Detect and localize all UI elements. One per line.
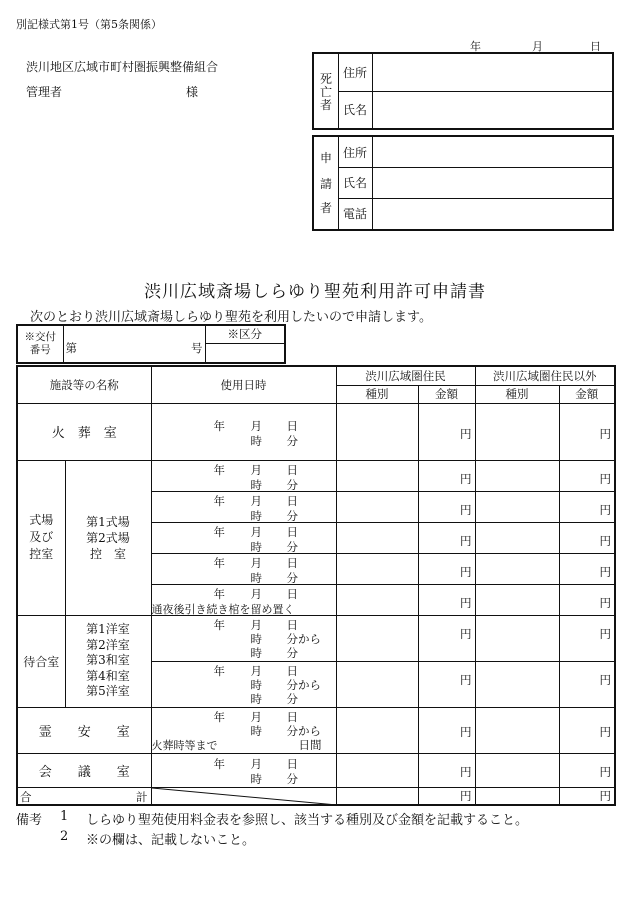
remarks-num-1: 1 (60, 809, 69, 824)
unit-month: 月 (250, 663, 262, 678)
yen-cell: 円 (559, 661, 615, 707)
applicant-phone-row (338, 198, 612, 229)
yen-cell: 円 (559, 491, 615, 522)
type-cell (475, 787, 559, 805)
remarks-num-2: 2 (60, 829, 69, 844)
unit-minute-from: 分から (286, 631, 321, 646)
unit-minute: 分 (286, 570, 298, 585)
applicant-label-2: 請 (319, 177, 332, 191)
unit-year: 年 (213, 419, 225, 433)
yen-cell: 円 (418, 753, 475, 787)
applicant-address-label: 住所 (338, 137, 373, 167)
waiting-room: 第5洋室 (86, 684, 130, 699)
recipient-sama: 様 (186, 85, 199, 99)
applicant-name-row (338, 167, 612, 199)
unit-month: 月 (250, 709, 262, 724)
yen-cell: 円 (418, 661, 475, 707)
unit-day: 日 (286, 586, 298, 601)
type-cell (336, 661, 418, 707)
yen-cell: 円 (418, 553, 475, 584)
yen-cell: 円 (418, 491, 475, 522)
table-row (17, 460, 615, 491)
unit-minute: 分 (286, 508, 298, 523)
type-cell (475, 615, 559, 661)
yen-cell: 円 (559, 553, 615, 584)
total-diagonal-cell (151, 787, 336, 805)
total-label-b: 計 (136, 789, 148, 804)
unit-hour: 時 (250, 645, 262, 660)
overnight-note: 通夜後引き続き棺を留め置く (151, 602, 295, 616)
type-cell (475, 522, 559, 553)
remarks-label: 備考 (16, 813, 43, 828)
unit-year: 年 (213, 586, 225, 601)
header-facility: 施設等の名称 (17, 366, 151, 403)
unit-day: 日 (286, 663, 298, 678)
unit-day: 日 (286, 756, 298, 771)
unit-hour: 時 (250, 539, 262, 554)
issue-dai: 第 (65, 341, 77, 355)
yen-cell: 円 (559, 584, 615, 615)
yen-cell: 円 (559, 615, 615, 661)
ceremony-group-line: 控室 (29, 547, 54, 561)
remarks-text-1: しらゆり聖苑使用料金表を参照し、該当する種別及び金額を記載すること。 (86, 813, 529, 828)
unit-month: 月 (250, 617, 262, 632)
issue-label-line2: 番号 (29, 344, 51, 356)
applicant-address-row (338, 137, 612, 168)
unit-hour: 時 (250, 691, 262, 706)
deceased-address-row (338, 54, 612, 92)
type-cell (475, 753, 559, 787)
waiting-room: 第1洋室 (86, 622, 130, 637)
yen-cell: 円 (418, 584, 475, 615)
table-row (17, 615, 615, 661)
unit-year: 年 (213, 493, 225, 508)
applicant-label-1: 申 (319, 151, 332, 165)
issue-number-cell (63, 325, 205, 363)
facility-ceremony-group (17, 460, 65, 615)
facility-cremation: 火 葬 室 (17, 403, 151, 460)
unit-day: 日 (286, 617, 298, 632)
date-day: 日 (590, 40, 601, 53)
header-date: 使用日時 (151, 366, 336, 403)
type-cell (475, 661, 559, 707)
facility-meeting: 会 議 室 (17, 753, 151, 787)
header-nonresident: 渋川広域圏住民以外 (475, 366, 615, 385)
unit-year: 年 (213, 617, 225, 632)
issue-label-line1: ※交付 (24, 331, 56, 343)
unit-day: 日 (286, 524, 298, 539)
unit-month: 月 (250, 493, 262, 508)
unit-minute-from: 分から (286, 723, 321, 738)
total-label (17, 787, 151, 805)
deceased-name-label: 氏名 (338, 91, 373, 128)
unit-hour: 時 (250, 477, 262, 492)
date-month: 月 (532, 40, 543, 53)
datetime-cell (151, 491, 336, 522)
page-title: 渋川広域斎場しらゆり聖苑利用許可申請書 (144, 282, 486, 302)
datetime-cell (151, 460, 336, 491)
issue-number-table (16, 324, 286, 364)
datetime-cell (151, 615, 336, 661)
unit-hour: 時 (250, 771, 262, 786)
unit-year: 年 (213, 555, 225, 570)
header-amount-resident: 金額 (418, 385, 475, 403)
issue-label (17, 325, 63, 363)
datetime-cell (151, 584, 336, 615)
ceremony-room: 第1式場 (86, 514, 130, 529)
diagonal-line (152, 788, 337, 805)
applicant-label-col (314, 137, 339, 229)
type-cell (336, 491, 418, 522)
yen-cell: 円 (559, 787, 615, 805)
waiting-room: 第3和室 (86, 653, 130, 668)
unit-year: 年 (213, 709, 225, 724)
applicant-name-label: 氏名 (338, 167, 373, 198)
intro-text: 次のとおり渋川広域斎場しらゆり聖苑を利用したいので申請します。 (30, 310, 432, 325)
yen-cell: 円 (559, 707, 615, 753)
facility-waiting-group: 待合室 (17, 615, 65, 707)
ceremony-room: 控 室 (89, 546, 126, 561)
type-cell (475, 460, 559, 491)
datetime-cell (151, 707, 336, 753)
ceremony-group-line: 式場 (29, 513, 54, 527)
header-type-nonresident: 種別 (475, 385, 559, 403)
type-cell (336, 403, 418, 460)
type-cell (336, 460, 418, 491)
deceased-address-label: 住所 (338, 54, 373, 91)
header-amount-nonresident: 金額 (559, 385, 615, 403)
unit-month: 月 (250, 419, 262, 433)
kubun-value (205, 343, 285, 363)
unit-month: 月 (250, 586, 262, 601)
remarks-text-2: ※の欄は、記載しないこと。 (86, 833, 256, 848)
unit-day: 日 (286, 419, 298, 433)
yen-cell: 円 (418, 522, 475, 553)
yen-cell: 円 (418, 787, 475, 805)
usage-table (16, 365, 616, 806)
datetime-cell (151, 522, 336, 553)
datetime-cell (151, 553, 336, 584)
type-cell (336, 787, 418, 805)
unit-hour: 時 (250, 631, 262, 646)
datetime-cell (151, 661, 336, 707)
unit-day: 日 (286, 555, 298, 570)
type-cell (336, 522, 418, 553)
deceased-label-2: 亡 (319, 85, 332, 99)
unit-month: 月 (250, 555, 262, 570)
yen-cell: 円 (418, 615, 475, 661)
table-row (17, 707, 615, 753)
unit-minute: 分 (286, 434, 298, 448)
unit-hour: 時 (250, 570, 262, 585)
yen-cell: 円 (559, 753, 615, 787)
unit-hour: 時 (250, 677, 262, 692)
unit-days: 日間 (298, 737, 322, 752)
facility-waiting-rooms (65, 615, 151, 707)
facility-ceremony-rooms (65, 460, 151, 615)
ceremony-room: 第2式場 (86, 530, 130, 545)
deceased-label-1: 死 (319, 72, 332, 86)
total-label-a: 合 (20, 789, 32, 804)
table-row (17, 753, 615, 787)
issue-go: 号 (191, 341, 203, 355)
type-cell (475, 403, 559, 460)
unit-minute: 分 (286, 539, 298, 554)
recipient-org: 渋川地区広域市町村圏振興整備組合 (26, 60, 219, 74)
deceased-box (312, 52, 614, 130)
type-cell (336, 584, 418, 615)
datetime-cell (151, 403, 336, 460)
unit-minute: 分 (286, 477, 298, 492)
type-cell (475, 491, 559, 522)
type-cell (475, 584, 559, 615)
yen-cell: 円 (418, 460, 475, 491)
unit-month: 月 (250, 756, 262, 771)
yen-cell: 円 (418, 403, 475, 460)
waiting-room: 第4和室 (86, 668, 130, 683)
unit-year: 年 (213, 756, 225, 771)
unit-day: 日 (286, 462, 298, 477)
type-cell (475, 707, 559, 753)
yen-cell: 円 (559, 403, 615, 460)
ceremony-group-line: 及び (29, 530, 54, 544)
yen-cell: 円 (559, 522, 615, 553)
type-cell (336, 615, 418, 661)
form-number: 別記様式第1号（第5条関係） (16, 18, 162, 31)
type-cell (336, 553, 418, 584)
unit-year: 年 (213, 524, 225, 539)
unit-month: 月 (250, 524, 262, 539)
reian-note: 火葬時等まで (151, 738, 218, 752)
type-cell (336, 753, 418, 787)
applicant-label-3: 者 (319, 201, 332, 215)
unit-hour: 時 (250, 723, 262, 738)
applicant-box (312, 135, 614, 231)
header-type-resident: 種別 (336, 385, 418, 403)
header-resident: 渋川広域圏住民 (336, 366, 475, 385)
type-cell (336, 707, 418, 753)
deceased-label-col (314, 54, 339, 128)
unit-month: 月 (250, 462, 262, 477)
recipient-admin: 管理者 (26, 85, 63, 99)
kubun-label: ※区分 (205, 325, 285, 343)
unit-day: 日 (286, 709, 298, 724)
total-row (17, 787, 615, 805)
table-row (17, 403, 615, 460)
unit-year: 年 (213, 663, 225, 678)
unit-minute: 分 (286, 645, 298, 660)
unit-day: 日 (286, 493, 298, 508)
unit-hour: 時 (250, 508, 262, 523)
applicant-phone-label: 電話 (338, 198, 373, 229)
deceased-name-row (338, 91, 612, 128)
waiting-room: 第2洋室 (86, 637, 130, 652)
unit-hour: 時 (250, 434, 262, 448)
yen-cell: 円 (418, 707, 475, 753)
deceased-label-3: 者 (319, 98, 332, 112)
type-cell (475, 553, 559, 584)
unit-minute: 分 (286, 691, 298, 706)
unit-year: 年 (213, 462, 225, 477)
yen-cell: 円 (559, 460, 615, 491)
unit-minute-from: 分から (286, 677, 321, 692)
date-year: 年 (470, 40, 481, 53)
datetime-cell (151, 753, 336, 787)
facility-reian: 霊 安 室 (17, 707, 151, 753)
unit-minute: 分 (286, 771, 298, 786)
